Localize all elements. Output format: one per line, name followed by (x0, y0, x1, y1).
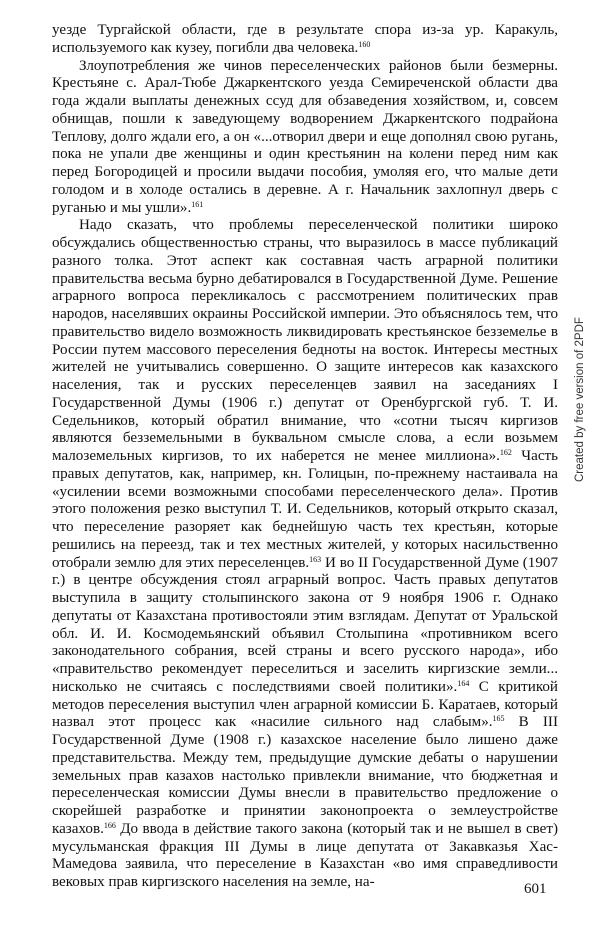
footnote-ref[interactable]: 166 (103, 820, 116, 830)
footnote-ref[interactable]: 162 (499, 448, 512, 457)
footnote-ref[interactable]: 164 (457, 678, 470, 688)
document-body (52, 22, 558, 892)
watermark (572, 190, 588, 490)
watermark-text: Created by free version of 2PDF (574, 317, 586, 482)
footnote-ref[interactable]: 163 (309, 554, 322, 564)
paragraph-text: В III Государственной Думе (1908 г.) казахское население было лишено даже представительства. Между тем, предыдущие думские дебаты о нарушении земельных прав казахов настолько привлекли внимание, что бюджетная и переселенческая комиссии Думы внесли в правительство предложение о скорейшей разработке и принятии законопроекта о землеустройстве казахов. (52, 714, 558, 837)
paragraph-text: Надо сказать, что проблемы переселенческой политики широко обсуждались общественностью страны, что выразилось в массе публикаций разного толка. Этот аспект как составная часть аграрной политики правительства весьма бурно дебатировался в Государственной Думе. Решение аграрного вопроса перекликалось с рассмотрением политических прав народов, населявших окраины Российской империи. Это объяснялось тем, что правительство видело возможность ликвидировать крестьянское безземелье в России путем массового переселения бедноты на восток. Интересы местных жителей не учитывались совершенно. О защите интересов как казахского населения, так и русских переселенцев заявил на заседаниях I Государственной Думы (1906 г.) депутат от Оренбургской губ. Т. И. Седельников, который обратил внимание, что «сотни тысяч киргизов являются безземельными в буквальном смысле слова, а если возьмем малоземельных киргизов, то их наберется не менее миллиона». (52, 217, 558, 464)
paragraph-text: И во II Государственной Думе (1907 г.) в центре обсуждения стоял аграрный вопрос. Часть правых депутатов выступила в защиту столыпинского закона от 9 ноября 1906 г. Однако депутаты от Казахстана противостояли этим взглядам. Депутат от Уральской обл. И. И. Космодемьянский объявил Столыпина «противником всего законодательного собрания, всей страны и всего русского народа», ибо «правительство рекомендует переселиться и заселить киргизские земли... нисколько не считаясь с последствиями своей политики». (52, 554, 558, 695)
footnote-ref[interactable]: 161 (191, 199, 204, 209)
paragraph-continuation (52, 22, 558, 58)
paragraph-text: До ввода в действие такого закона (который так и не вышел в свет) мусульманская фракция III Думы в лице депутата от Закавказья Хас-Мамедова заявила, что переселение в Казахстан «во имя справедливости вековых прав киргизского населения на земле, на- (52, 820, 558, 890)
footnote-ref[interactable]: 165 (492, 714, 505, 724)
paragraph-abuses (52, 58, 558, 218)
footnote-ref[interactable]: 160 (358, 39, 371, 49)
paragraph-duma (52, 217, 558, 892)
page-number: 601 (524, 881, 547, 897)
paragraph-text: С критикой методов переселения выступил член аграрной комиссии Б. Каратаев, который назвал этот процесс как «насилие сильного над слабым». (52, 678, 559, 731)
paragraph-text: Часть правых депутатов, как, например, кн. Голицын, по-прежнему настаивала на «усилении всеми возможными способами переселенческого дела». Против этого положения резко выступил Т. И. Седельников, который открыто сказал, что переселение разоряет как беднейшую часть тех крестьян, которые решились на переезд, так и тех местных жителей, у которых насильственно отобрали землю для этих переселенцев. (52, 448, 558, 571)
paragraph-text: Злоупотребления же чинов переселенческих районов были безмерны. Крестьяне с. Арал-Тюбе Джаркентского уезда Семиреченской области два года ждали выплаты денежных ссуд для обзаведения хозяйством, и, совсем обнищав, пошли к заведующему водворением Джаркентского подрайона Теплову, долго ждали его, а он «...отворил двери и еще дополнял свою ругань, пока не упали две женщины и один крестьянин на колени перед ним как перед Богородицей и просили выдачи пособия, умоляя его, что малые дети голодом и в холоде остались в деревне. А г. Начальник захлопнул дверь с руганью и мы ушли». (52, 57, 558, 216)
paragraph-text: уезде Тургайской области, где в результате спора из-за ур. Каракуль, используемого как кузеу, погибли два человека. (52, 22, 558, 56)
